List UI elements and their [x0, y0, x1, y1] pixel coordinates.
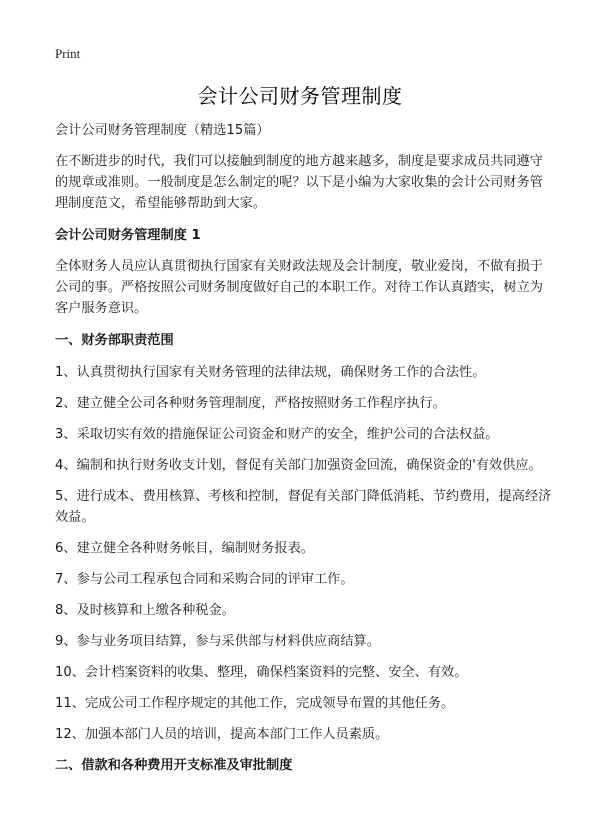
list-item: 11、完成公司工作程序规定的其他工作，完成领导布置的其他任务。	[55, 696, 455, 711]
page-title: 会计公司财务管理制度	[197, 84, 403, 108]
list-item: 2、建立健全公司各种财务管理制度，严格按照财务工作程序执行。	[55, 396, 446, 411]
list-item: 12、加强本部门人员的培训，提高本部门工作人员素质。	[55, 727, 389, 742]
section-paragraph: 全体财务人员应认真贯彻执行国家有关财政法规及会计制度，敬业爱岗，不做有损于公司的事。严格按照公司财务制度做好自己的本职工作。对待工作认真踏实，树立为客户服务意识。	[55, 259, 543, 316]
list-item: 10、会计档案资料的收集、整理，确保档案资料的完整、安全、有效。	[55, 665, 468, 680]
list-item: 8、及时核算和上缴各种税金。	[55, 603, 235, 618]
part-heading-duties: 一、财务部职责范围	[55, 333, 174, 348]
list-item: 3、采取切实有效的措施保证公司资金和财产的安全，维护公司的合法权益。	[55, 427, 499, 442]
print-link[interactable]: Print	[55, 46, 81, 61]
list-item: 5、进行成本、费用核算、考核和控制，督促有关部门降低消耗、节约费用，提高经济效益。	[55, 489, 552, 525]
list-item: 4、编制和执行财务收支计划，督促有关部门加强资金回流，确保资金的'有效供应。	[55, 458, 542, 473]
list-item: 7、参与公司工程承包合同和采购合同的评审工作。	[55, 572, 354, 587]
document-body	[55, 120, 555, 776]
intro-paragraph: 在不断进步的时代，我们可以接触到制度的地方越来越多，制度是要求成员共同遵守的规章或准则。一般制度是怎么制定的呢？以下是小编为大家收集的会计公司财务管理制度范文，希望能够帮助到大家。	[55, 154, 543, 211]
part-heading-expenses: 二、借款和各种费用开支标准及审批制度	[55, 758, 293, 773]
section-heading: 会计公司财务管理制度 1	[55, 228, 201, 243]
list-item: 6、建立健全各种财务帐目，编制财务报表。	[55, 541, 314, 556]
list-item: 9、参与业务项目结算，参与采供部与材料供应商结算。	[55, 634, 380, 649]
list-item: 1、认真贯彻执行国家有关财务管理的法律法规，确保财务工作的合法性。	[55, 365, 486, 380]
document-subtitle: 会计公司财务管理制度（精选15篇）	[55, 123, 270, 138]
